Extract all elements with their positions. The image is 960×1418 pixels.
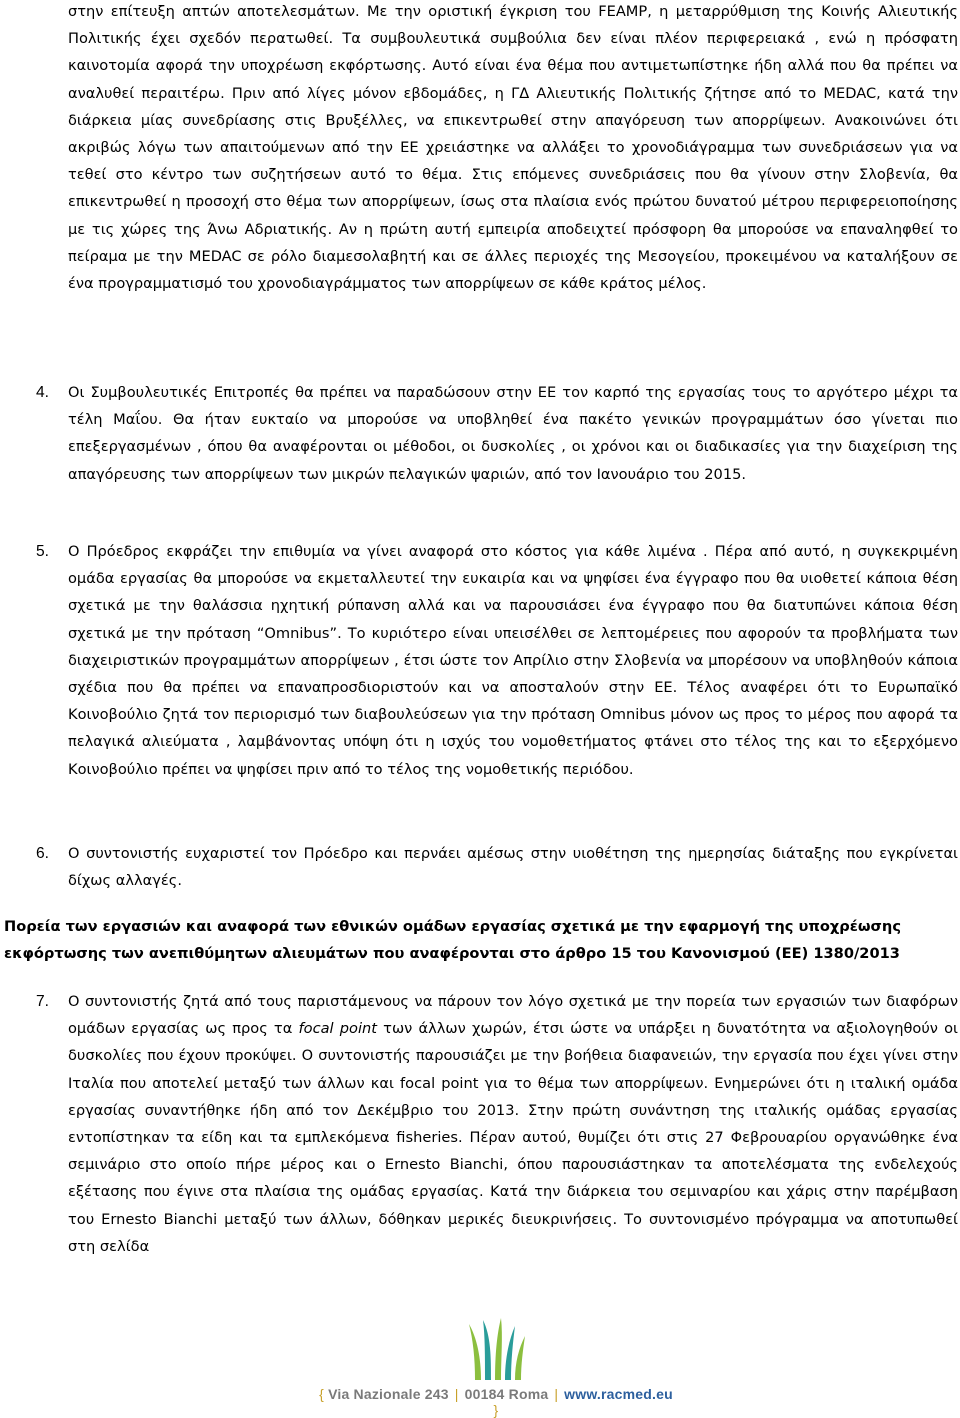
footer-postal: 00184 Roma <box>464 1386 549 1402</box>
item-7-text-after: των άλλων χωρών, έτσι ώστε να υπάρξει η δυνατότητα να αξιολογηθούν οι δυσκολίες που έχουν προκύψει. Ο συντονιστής παρουσιάζει με την βοήθεια διαφανειών, την εργασία που έχει γίνει στην Ιταλία που αποτελεί μεταξύ των άλλων και focal point για το θέμα των απορρίψεων. Ενημερώνει ότι η ιταλική ομάδα εργασίας συναντήθηκε ήδη από τον Δεκέμβριο του 2013. Στην πρώτη συνάντηση της ιταλικής ομάδας εργασίας εντοπίστηκαν τα είδη και τα εμπλεκόμενα fisheries. Πέραν αυτού, θυμίζει ότι στις 27 Φεβρουαρίου οργανώθηκε ένα σεμινάριο στο οποίο πήρε μέρος και ο Ernesto Bianchi, όπου παρουσιάστηκαν τα αποτελέσματα της ενδελεχούς εξέτασης που έγινε στα πλαίσια της ομάδας εργασίας. Κατά την διάρκεια του σεμιναρίου και χάρις στην παρέμβαση του Ernesto Bianchi μεταξύ των άλλων, δόθηκαν μερικές διευκρινήσεις. Το συντονισμένο πρόγραμμα να αποτυπωθεί στη σελίδα <box>68 1020 958 1255</box>
item-text-6: Ο συντονιστής ευχαριστεί τον Πρόεδρο και περνάει αμέσως στην υιοθέτηση της ημερησίας διάταξης που εγκρίνεται δίχως αλλαγές. <box>68 845 958 890</box>
item-7-focal-point: focal point <box>298 1020 377 1038</box>
paragraph-part-2: Πριν από λίγες μόνον εβδομάδες, η ΓΔ Αλιευτικής Πολιτικής ζήτησε από το MEDAC, κατά την διάρκεια μίας συνεδρίασης στις Βρυξέλλες, να επικεντρωθεί στην απαγόρευση των απορρίψεων. Ανακοινώνει ότι ακριβώς λόγω των απαιτούμενων από την ΕΕ χρειάστηκε να αλλάξει το χρονοδιάγραμμα των συνεδριάσεων για να τεθεί στο κέντρο των συζητήσεων αυτό το θέμα. Στις επόμενες συνεδριάσεις που θα γίνουν στην Σλοβενία, θα επικεντρωθεί η προσοχή στο θέμα των απορρίψεων, ίσως στα πλαίσια ενός πρώτου δυνατού μέτρου περιφερειοποίησης με τις χώρες της Άνω Αδριατικής. Αν η πρώτη αυτή εμπειρία αποδειχτεί πρόσφορη θα μπορούσε να επαναληφθεί το πείραμα με την MEDAC σε ρόλο διαμεσολαβητή και σε άλλες περιοχές της Μεσογείου, προκειμένου να καταλήξουν σε ένα προγραμματισμό του χρονοδιαγράμματος των απορρίψεων σε κάθε κράτος μέλος. <box>68 84 958 293</box>
footer-address <box>316 1386 676 1418</box>
item-text-7 <box>68 988 958 1260</box>
item-number-7: 7. <box>36 993 50 1010</box>
footer-separator-1: | <box>454 1386 459 1402</box>
item-number-4: 4. <box>36 384 50 401</box>
medac-reed-logo-icon <box>461 1318 533 1382</box>
continuation-paragraph <box>68 0 958 297</box>
footer-street: Via Nazionale 243 <box>328 1386 449 1402</box>
item-number-5: 5. <box>36 543 50 560</box>
footer-brace-close: } <box>493 1402 499 1418</box>
footer-separator-2: | <box>554 1386 559 1402</box>
item-7-text-before: Ο συντονιστής ζητά από τους παριστάμενους να πάρουν τον λόγο σχετικά με την πορεία των εργασιών των διαφόρων ομάδων εργασίας ως προς τα <box>68 993 958 1038</box>
item-text-4: Οι Συμβουλευτικές Επιτροπές θα πρέπει να παραδώσουν στην ΕΕ τον καρπό της εργασίας τους το αργότερο μέχρι τα τέλη Μαΐου. Θα ήταν ευκταίο να μπορούσε να υποβληθεί ένα πακέτο γενικών προγραμμάτων όσο γίνεται πιο επεξεργασμένων , όπου θα αναφέρονται οι μέθοδοι, οι δυσκολίες , οι χρόνοι και οι διαδικασίες για την διαχείριση της απαγόρευσης των απορρίψεων των μικρών πελαγικών ψαριών, από τον Ιανουάριο του 2015. <box>68 384 958 483</box>
footer-website-link[interactable]: www.racmed.eu <box>564 1386 673 1402</box>
page-footer <box>316 1318 676 1416</box>
section-heading: Πορεία των εργασιών και αναφορά των εθνικών ομάδων εργασίας σχετικά με την εφαρμογή της υποχρέωσης εκφόρτωσης των ανεπιθύμητων αλιευμάτων που αναφέρονται στο άρθρο 15 του Κανονισμού (ΕΕ) 1380/2013 <box>4 918 901 963</box>
paragraph-part-1: στην επίτευξη απτών αποτελεσμάτων. Με την οριστική έγκριση του FEAMP, η μεταρρύθμιση της Κοινής Αλιευτικής Πολιτικής έχει σχεδόν περατωθεί. Τα συμβουλευτικά συμβούλια δεν είναι πλέον περιφερειακά , ενώ η πρόσφατη καινοτομία αφορά την υποχρέωση εκφόρτωσης. Αυτό είναι ένα θέμα που αντιμετωπίστηκε ήδη αλλά που θα πρέπει να αναλυθεί περαιτέρω. <box>68 3 958 102</box>
item-number-6: 6. <box>36 845 50 862</box>
item-text-5: Ο Πρόεδρος εκφράζει την επιθυμία να γίνει αναφορά στο κόστος για κάθε λιμένα . Πέρα από αυτό, η συγκεκριμένη ομάδα εργασίας θα μπορούσε να εκμεταλλευτεί την ευκαιρία και να ψηφίσει ένα έγγραφο που θα υιοθετεί κάποια θέση σχετικά με την θαλάσσια ηχητική ρύπανση αλλά και να παρουσιάσει ένα έγγραφο που θα διατυπώνει κάποια θέση σχετικά με την πρόταση “Omnibus”. Το κυριότερο είναι υπεισέλθει σε λεπτομέρειες που αφορούν τα προβλήματα των διαχειριστικών προγραμμάτων απορρίψεων , έτσι ώστε τον Απρίλιο στην Σλοβενία να μπορέσουν να υποβληθούν κάποια σχέδια που θα πρέπει να επαναπροσδιοριστούν και να αποσταλούν στην ΕΕ. Τέλος αναφέρει ότι το Ευρωπαϊκό Κοινοβούλιο ζητά τον περιορισμό των διαβουλεύσεων για την πρόταση Omnibus μόνον ως προς το μέρος που αφορά τα πελαγικά αλιεύματα , λαμβάνοντας υπόψη ότι η ισχύς του νομοθετήματος φτάνει στο τέλος της και το εξερχόμενο Κοινοβούλιο πρέπει να ψηφίσει πριν από το τέλος της νομοθετικής περιόδου. <box>68 543 958 778</box>
footer-brace-open: { <box>319 1386 325 1402</box>
